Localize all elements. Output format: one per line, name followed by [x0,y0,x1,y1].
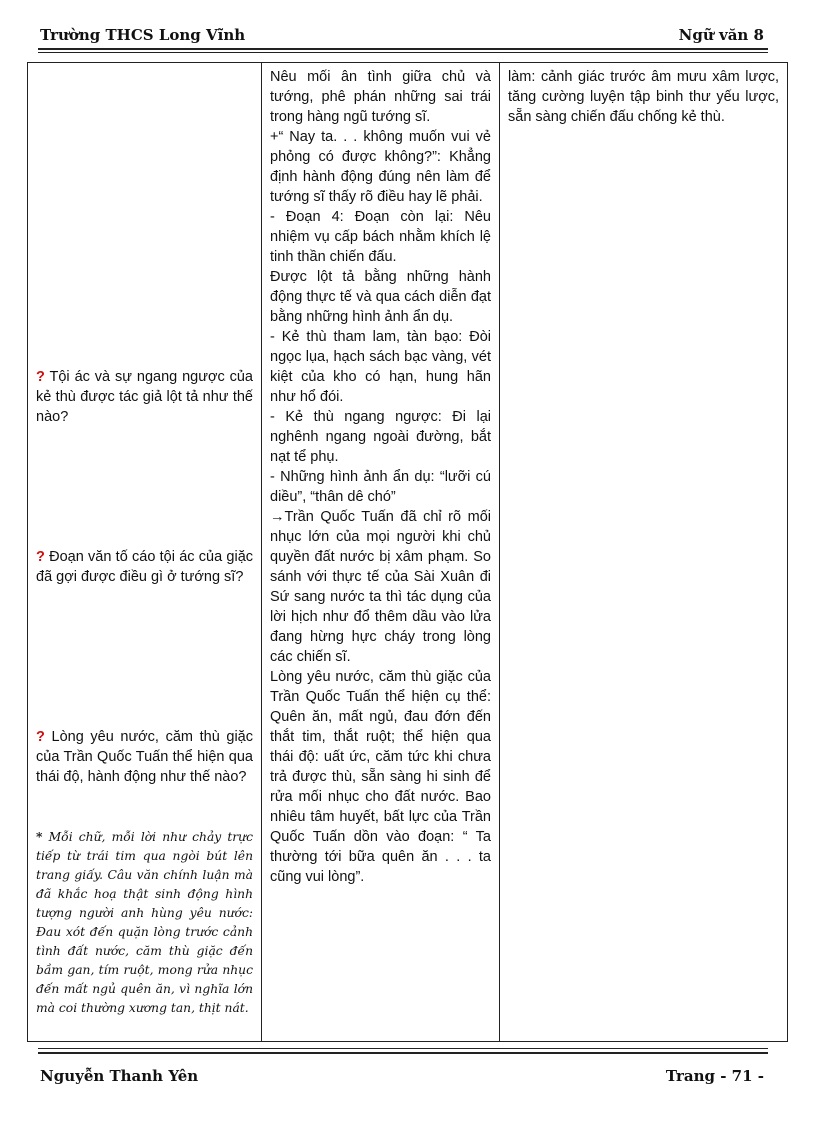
question-2 [36,547,253,587]
page-footer [40,1067,764,1087]
answer-para-4: Được lột tả bằng những hành động thực tế và qua cách diễn đạt bằng những hình ảnh ẩn dụ. [270,269,491,325]
school-name: Trường THCS Long Vĩnh [40,26,246,44]
answer-para-8: →Trần Quốc Tuấn đã chỉ rõ mối nhục lớn của mọi người khi chủ quyền đất nước bị xâm phạm. So sánh với thực tế của Sài Xuân đi Sứ sang nước ta thì tác dụng của lời hịch như đổ thêm dầu vào lửa đang hừng hực cháy trong lòng các chiến sĩ. [270,509,491,665]
answer-para-1: Nêu mối ân tình giữa chủ và tướng, phê phán những sai trái trong hàng ngũ tướng sĩ. [270,69,491,125]
question-mark-icon: ? [36,369,45,385]
conclusion-text: làm: cảnh giác trước âm mưu xâm lược, tăng cường luyện tập binh thư yếu lược, sẵn sàng chiến đấu chống kẻ thù. [508,69,779,125]
answer-para-5: - Kẻ thù tham lam, tàn bạo: Đòi ngọc lụa, hạch sách bạc vàng, vét kiệt của kho có hạn, hung hãn như hổ đói. [270,329,491,405]
page-number: Trang - 71 - [665,1067,764,1085]
summary-note-text: Mỗi chữ, mỗi lời như chảy trực tiếp từ trái tim qua ngòi bút lên trang giấy. Câu văn chính luận mà đã khắc hoạ thật sinh động hình tượng người anh hùng yêu nước: Đau xót đến quặn lòng trước cảnh tình đất nước, căm thù giặc đến bầm gan, tím ruột, mong rửa nhục đến mất ngủ quên ăn, vì nghĩa lớn mà coi thường xương tan, thịt nát. [36,830,253,1015]
header-rule [38,48,768,50]
header-rule-thin [38,52,768,53]
page-header [40,26,764,46]
answer-para-2: +“ Nay ta. . . không muốn vui vẻ phỏng có được không?”: Khẳng định hành động đúng nên làm để tướng sĩ thấy rõ điều hay lẽ phải. [270,129,491,205]
summary-note [36,827,253,1018]
question-1 [36,367,253,427]
answer-block [270,67,491,887]
answer-para-6: - Kẻ thù ngang ngược: Đi lại nghênh ngang ngoài đường, bắt nạt tể phụ. [270,409,491,465]
question-3-text: Lòng yêu nước, căm thù giặc của Trần Quốc Tuấn thể hiện qua thái độ, hành động như thế nào? [36,729,253,785]
author-name: Nguyễn Thanh Yên [40,1067,199,1085]
footer-rule-thin [38,1048,768,1049]
subject-name: Ngữ văn 8 [678,26,764,44]
footer-rule [38,1052,768,1054]
question-mark-icon: ? [36,729,45,745]
answer-para-3: - Đoạn 4: Đoạn còn lại: Nêu nhiệm vụ cấp bách nhằm khích lệ tinh thần chiến đấu. [270,209,491,265]
answer-para-9: Lòng yêu nước, căm thù giặc của Trần Quốc Tuấn thể hiện cụ thể: Quên ăn, mất ngủ, đau đớn đến thắt tim, thắt ruột; thể hiện qua thái độ: uất ức, căm tức khi chưa trả được thù, sẵn sàng hi sinh để rửa mối nhục cho đất nước. Bao nhiêu tâm huyết, bất lực của Trần Quốc Tuấn dồn vào đoạn: “ Ta thường tới bữa quên ăn . . . ta cũng vui lòng”. [270,669,491,885]
content-table [27,62,788,1042]
answer-column [262,63,500,1041]
question-3 [36,727,253,787]
question-1-text: Tội ác và sự ngang ngược của kẻ thù được tác giả lột tả như thế nào? [36,369,253,425]
note-star-icon: * [36,829,43,844]
question-2-text: Đoạn văn tố cáo tội ác của giặc đã gợi được điều gì ở tướng sĩ? [36,549,254,585]
question-column [28,63,262,1041]
answer-para-7: - Những hình ảnh ẩn dụ: “lưỡi cú diều”, “thân dê chó” [270,469,491,505]
conclusion-column [500,63,787,1041]
question-mark-icon: ? [36,549,45,565]
